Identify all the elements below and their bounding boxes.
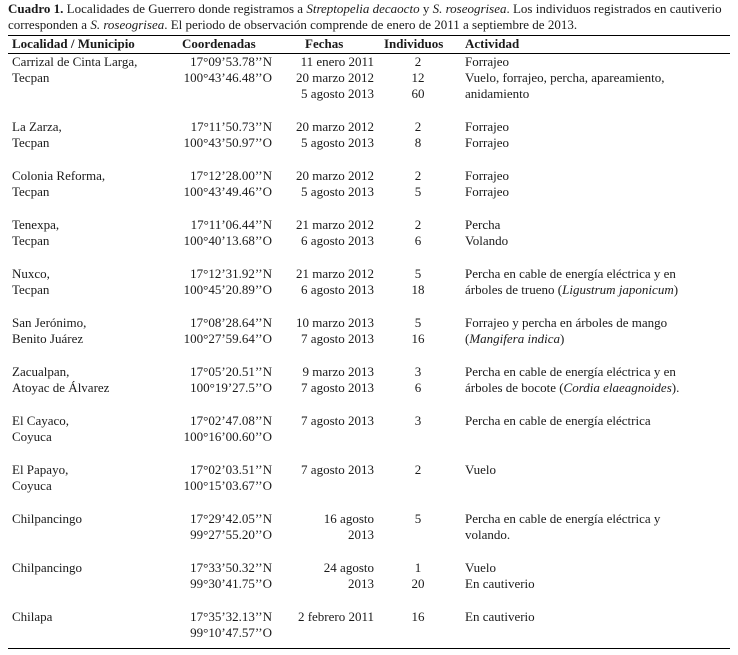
coordinates-cell-line: 17°35’32.13’’N bbox=[190, 609, 272, 624]
coordinates-cell-line: 100°19’27.5’’O bbox=[190, 380, 272, 395]
activity-cell-line bbox=[465, 413, 651, 429]
activity-cell-line bbox=[465, 135, 509, 151]
individuals-cell-line: 2 bbox=[414, 54, 422, 69]
activity-text: Forrajeo bbox=[465, 54, 510, 69]
coordinates-cell bbox=[166, 54, 272, 86]
locality-cell-line: Tecpan bbox=[12, 233, 50, 248]
activity-cell-line bbox=[465, 233, 508, 249]
header-coordinates: Coordenadas bbox=[182, 36, 256, 51]
individuals-cell bbox=[388, 315, 448, 347]
coordinates-cell bbox=[166, 315, 272, 347]
individuals-cell bbox=[388, 560, 448, 592]
activity-cell bbox=[465, 266, 678, 298]
individuals-cell bbox=[388, 54, 448, 102]
individuals-cell-line: 5 bbox=[414, 315, 422, 330]
locality-cell-line: Zacualpan, bbox=[12, 364, 70, 379]
coordinates-cell-line: 100°45’20.89’’O bbox=[183, 282, 272, 297]
locality-cell-line: Tecpan bbox=[12, 282, 50, 297]
individuals-cell-line: 5 bbox=[414, 184, 422, 199]
activity-text: ) bbox=[559, 331, 565, 346]
activity-text: En cautiverio bbox=[465, 609, 535, 624]
dates-cell bbox=[284, 54, 374, 102]
caption-text: y bbox=[419, 1, 433, 16]
dates-cell-line: 7 agosto 2013 bbox=[301, 331, 374, 346]
header-dates: Fechas bbox=[305, 36, 344, 51]
coordinates-cell-line: 17°08’28.64’’N bbox=[190, 315, 272, 330]
activity-cell bbox=[465, 462, 496, 478]
locality-cell bbox=[12, 511, 82, 527]
coordinates-cell bbox=[166, 217, 272, 249]
dates-cell-line: 2 febrero 2011 bbox=[297, 609, 374, 624]
locality-cell bbox=[12, 315, 86, 347]
activity-cell bbox=[465, 413, 651, 429]
locality-cell-line: Carrizal de Cinta Larga, bbox=[12, 54, 138, 69]
coordinates-cell bbox=[166, 609, 272, 641]
individuals-cell-line: 8 bbox=[414, 135, 422, 150]
individuals-cell-line: 1 bbox=[414, 560, 422, 575]
locality-cell bbox=[12, 609, 52, 625]
individuals-cell-line: 2 bbox=[414, 217, 422, 232]
locality-cell-line: Atoyac de Álvarez bbox=[12, 380, 110, 395]
dates-cell-line: 20 marzo 2012 bbox=[296, 70, 374, 85]
individuals-cell bbox=[388, 217, 448, 249]
dates-cell-line: 7 agosto 2013 bbox=[301, 380, 374, 395]
coordinates-cell bbox=[166, 511, 272, 543]
coordinates-cell-line: 17°12’31.92’’N bbox=[190, 266, 272, 281]
individuals-cell-line: 18 bbox=[411, 282, 425, 297]
caption-text: . El periodo de observación comprende de enero de 2011 a septiembre de 2013. bbox=[164, 17, 578, 32]
table-bottom-rule bbox=[8, 648, 730, 649]
locality-cell-line: El Cayaco, bbox=[12, 413, 70, 428]
activity-text: ). bbox=[671, 380, 680, 395]
locality-cell-line: Nuxco, bbox=[12, 266, 50, 281]
activity-text: Percha en cable de energía eléctrica y en bbox=[465, 266, 676, 281]
activity-cell-line bbox=[465, 315, 667, 331]
activity-text: Forrajeo bbox=[465, 135, 510, 150]
dates-cell-line: 2013 bbox=[348, 527, 374, 542]
activity-text: Forrajeo y percha en árboles de mango bbox=[465, 315, 668, 330]
activity-text: En cautiverio bbox=[465, 576, 535, 591]
coordinates-cell-line: 100°27’59.64’’O bbox=[183, 331, 272, 346]
activity-text: volando. bbox=[465, 527, 511, 542]
individuals-cell-line: 5 bbox=[414, 266, 422, 281]
activity-cell bbox=[465, 560, 535, 592]
dates-cell bbox=[284, 462, 374, 478]
individuals-cell-line: 16 bbox=[411, 609, 425, 624]
activity-text: Percha en cable de energía eléctrica y en bbox=[465, 364, 676, 379]
coordinates-cell-line: 100°43’50.97’’O bbox=[183, 135, 272, 150]
activity-cell bbox=[465, 511, 660, 543]
dates-cell-line: 6 agosto 2013 bbox=[301, 282, 374, 297]
individuals-cell bbox=[388, 168, 448, 200]
locality-cell-line: Colonia Reforma, bbox=[12, 168, 106, 183]
dates-cell bbox=[284, 560, 374, 592]
dates-cell-line: 24 agosto bbox=[323, 560, 374, 575]
dates-cell bbox=[284, 217, 374, 249]
coordinates-cell bbox=[166, 413, 272, 445]
dates-cell-line: 16 agosto bbox=[323, 511, 374, 526]
activity-text: Forrajeo bbox=[465, 168, 510, 183]
locality-cell bbox=[12, 364, 109, 396]
caption-label: Cuadro 1. bbox=[8, 1, 64, 16]
locality-cell-line: Chilpancingo bbox=[12, 511, 83, 526]
individuals-cell-line: 12 bbox=[411, 70, 425, 85]
locality-cell bbox=[12, 462, 68, 494]
individuals-cell bbox=[388, 609, 448, 625]
activity-text: árboles de bocote ( bbox=[465, 380, 564, 395]
activity-cell-line bbox=[465, 527, 660, 543]
species-name: S. roseogrisea bbox=[432, 1, 507, 16]
individuals-cell-line: 3 bbox=[414, 413, 422, 428]
activity-text: Forrajeo bbox=[465, 119, 510, 134]
activity-text: Volando bbox=[465, 233, 509, 248]
individuals-cell-line: 6 bbox=[414, 380, 422, 395]
activity-cell bbox=[465, 168, 509, 200]
dates-cell-line: 2013 bbox=[348, 576, 374, 591]
locality-cell-line: Tenexpa, bbox=[12, 217, 60, 232]
activity-text: árboles de trueno ( bbox=[465, 282, 563, 297]
coordinates-cell bbox=[166, 168, 272, 200]
dates-cell-line: 6 agosto 2013 bbox=[301, 233, 374, 248]
activity-text: Vuelo bbox=[465, 462, 496, 477]
locality-cell-line: El Papayo, bbox=[12, 462, 69, 477]
coordinates-cell-line: 17°09’53.78’’N bbox=[190, 54, 272, 69]
dates-cell-line: 9 marzo 2013 bbox=[302, 364, 374, 379]
individuals-cell bbox=[388, 413, 448, 429]
coordinates-cell bbox=[166, 462, 272, 494]
activity-text: Percha bbox=[465, 217, 501, 232]
coordinates-cell-line: 99°10’47.57’’O bbox=[190, 625, 272, 640]
coordinates-cell-line: 17°12’28.00’’N bbox=[190, 168, 272, 183]
individuals-cell bbox=[388, 462, 448, 478]
locality-cell bbox=[12, 266, 50, 298]
coordinates-cell-line: 17°05’20.51’’N bbox=[190, 364, 272, 379]
header-activity: Actividad bbox=[465, 36, 520, 51]
species-name: S. roseogrisea bbox=[90, 17, 165, 32]
coordinates-cell-line: 100°40’13.68’’O bbox=[183, 233, 272, 248]
activity-cell-line bbox=[465, 331, 667, 347]
individuals-cell-line: 3 bbox=[414, 364, 422, 379]
caption-text: . Los individuos registrados en cautiverio corresponden a bbox=[8, 1, 722, 32]
dates-cell-line: 11 enero 2011 bbox=[300, 54, 374, 69]
locality-cell-line: Tecpan bbox=[12, 184, 50, 199]
individuals-cell-line: 5 bbox=[414, 511, 422, 526]
header-locality: Localidad / Municipio bbox=[12, 36, 135, 51]
coordinates-cell-line: 100°43’49.46’’O bbox=[183, 184, 272, 199]
activity-cell-line bbox=[465, 184, 509, 200]
activity-cell bbox=[465, 609, 535, 625]
coordinates-cell bbox=[166, 266, 272, 298]
dates-cell bbox=[284, 413, 374, 429]
coordinates-cell-line: 99°27’55.20’’O bbox=[190, 527, 272, 542]
activity-cell-line bbox=[465, 86, 665, 102]
coordinates-cell-line: 17°02’03.51’’N bbox=[190, 462, 272, 477]
individuals-cell-line: 6 bbox=[414, 233, 422, 248]
header-individuals: Individuos bbox=[384, 36, 444, 51]
locality-cell bbox=[12, 217, 59, 249]
coordinates-cell-line: 99°30’41.75’’O bbox=[190, 576, 272, 591]
activity-text: anidamiento bbox=[465, 86, 530, 101]
activity-cell bbox=[465, 217, 508, 249]
table-header bbox=[8, 35, 730, 54]
activity-cell-line bbox=[465, 576, 535, 592]
activity-text: Vuelo, forrajeo, percha, apareamiento, bbox=[465, 70, 665, 85]
dates-cell bbox=[284, 315, 374, 347]
table-caption bbox=[8, 1, 730, 33]
coordinates-cell-line: 100°16’00.60’’O bbox=[183, 429, 272, 444]
dates-cell-line: 7 agosto 2013 bbox=[301, 413, 374, 428]
activity-cell-line bbox=[465, 560, 535, 576]
locality-cell-line: Coyuca bbox=[12, 429, 52, 444]
locality-cell bbox=[12, 560, 82, 576]
coordinates-cell bbox=[166, 119, 272, 151]
dates-cell-line: 20 marzo 2012 bbox=[296, 168, 374, 183]
activity-cell-line bbox=[465, 54, 665, 70]
dates-cell bbox=[284, 266, 374, 298]
activity-text: Percha en cable de energía eléctrica y bbox=[465, 511, 661, 526]
activity-cell-line bbox=[465, 609, 535, 625]
activity-cell-line bbox=[465, 168, 509, 184]
dates-cell-line: 10 marzo 2013 bbox=[296, 315, 374, 330]
caption-text: Localidades de Guerrero donde registramos a bbox=[63, 1, 307, 16]
dates-cell-line: 20 marzo 2012 bbox=[296, 119, 374, 134]
species-name: Ligustrum japonicum bbox=[562, 282, 674, 297]
dates-cell bbox=[284, 364, 374, 396]
activity-cell bbox=[465, 54, 665, 102]
locality-cell-line: Chilapa bbox=[12, 609, 53, 624]
individuals-cell-line: 2 bbox=[414, 168, 422, 183]
coordinates-cell bbox=[166, 364, 272, 396]
individuals-cell-line: 60 bbox=[411, 86, 425, 101]
dates-cell-line: 5 agosto 2013 bbox=[301, 184, 374, 199]
species-name: Cordia elaeagnoides bbox=[563, 380, 672, 395]
activity-text: ) bbox=[673, 282, 679, 297]
activity-cell-line bbox=[465, 380, 679, 396]
locality-cell-line: Benito Juárez bbox=[12, 331, 84, 346]
coordinates-cell-line: 100°43’46.48’’O bbox=[183, 70, 272, 85]
locality-cell-line: Chilpancingo bbox=[12, 560, 83, 575]
dates-cell-line: 21 marzo 2012 bbox=[296, 217, 374, 232]
activity-cell-line bbox=[465, 511, 660, 527]
individuals-cell-line: 2 bbox=[414, 462, 422, 477]
activity-cell-line bbox=[465, 217, 508, 233]
locality-cell-line: La Zarza, bbox=[12, 119, 62, 134]
individuals-cell bbox=[388, 511, 448, 527]
individuals-cell-line: 16 bbox=[411, 331, 425, 346]
dates-cell bbox=[284, 609, 374, 625]
locality-cell bbox=[12, 168, 105, 200]
dates-cell-line: 21 marzo 2012 bbox=[296, 266, 374, 281]
locality-cell-line: Coyuca bbox=[12, 478, 52, 493]
dates-cell-line: 5 agosto 2013 bbox=[301, 86, 374, 101]
activity-cell-line bbox=[465, 462, 496, 478]
activity-text: Forrajeo bbox=[465, 184, 510, 199]
activity-text: ( bbox=[465, 331, 470, 346]
locality-cell-line: San Jerónimo, bbox=[12, 315, 87, 330]
activity-cell bbox=[465, 315, 667, 347]
activity-cell-line bbox=[465, 119, 509, 135]
individuals-cell-line: 20 bbox=[411, 576, 425, 591]
coordinates-cell-line: 17°33’50.32’’N bbox=[190, 560, 272, 575]
activity-text: Percha en cable de energía eléctrica bbox=[465, 413, 651, 428]
activity-cell-line bbox=[465, 364, 679, 380]
locality-cell-line: Tecpan bbox=[12, 70, 50, 85]
locality-cell-line: Tecpan bbox=[12, 135, 50, 150]
dates-cell-line: 5 agosto 2013 bbox=[301, 135, 374, 150]
coordinates-cell-line: 17°11’50.73’’N bbox=[190, 119, 272, 134]
activity-text: Vuelo bbox=[465, 560, 496, 575]
coordinates-cell-line: 17°02’47.08’’N bbox=[190, 413, 272, 428]
activity-cell bbox=[465, 364, 679, 396]
coordinates-cell-line: 17°11’06.44’’N bbox=[190, 217, 272, 232]
activity-cell-line bbox=[465, 70, 665, 86]
coordinates-cell-line: 100°15’03.67’’O bbox=[183, 478, 272, 493]
species-name: Streptopelia decaocto bbox=[306, 1, 420, 16]
coordinates-cell-line: 17°29’42.05’’N bbox=[190, 511, 272, 526]
coordinates-cell bbox=[166, 560, 272, 592]
locality-cell bbox=[12, 54, 137, 86]
activity-cell-line bbox=[465, 282, 678, 298]
individuals-cell bbox=[388, 266, 448, 298]
dates-cell bbox=[284, 168, 374, 200]
activity-cell-line bbox=[465, 266, 678, 282]
species-name: Mangifera indica bbox=[469, 331, 560, 346]
individuals-cell-line: 2 bbox=[414, 119, 422, 134]
dates-cell bbox=[284, 511, 374, 543]
locality-cell bbox=[12, 119, 62, 151]
locality-cell bbox=[12, 413, 69, 445]
dates-cell bbox=[284, 119, 374, 151]
dates-cell-line: 7 agosto 2013 bbox=[301, 462, 374, 477]
individuals-cell bbox=[388, 364, 448, 396]
individuals-cell bbox=[388, 119, 448, 151]
activity-cell bbox=[465, 119, 509, 151]
